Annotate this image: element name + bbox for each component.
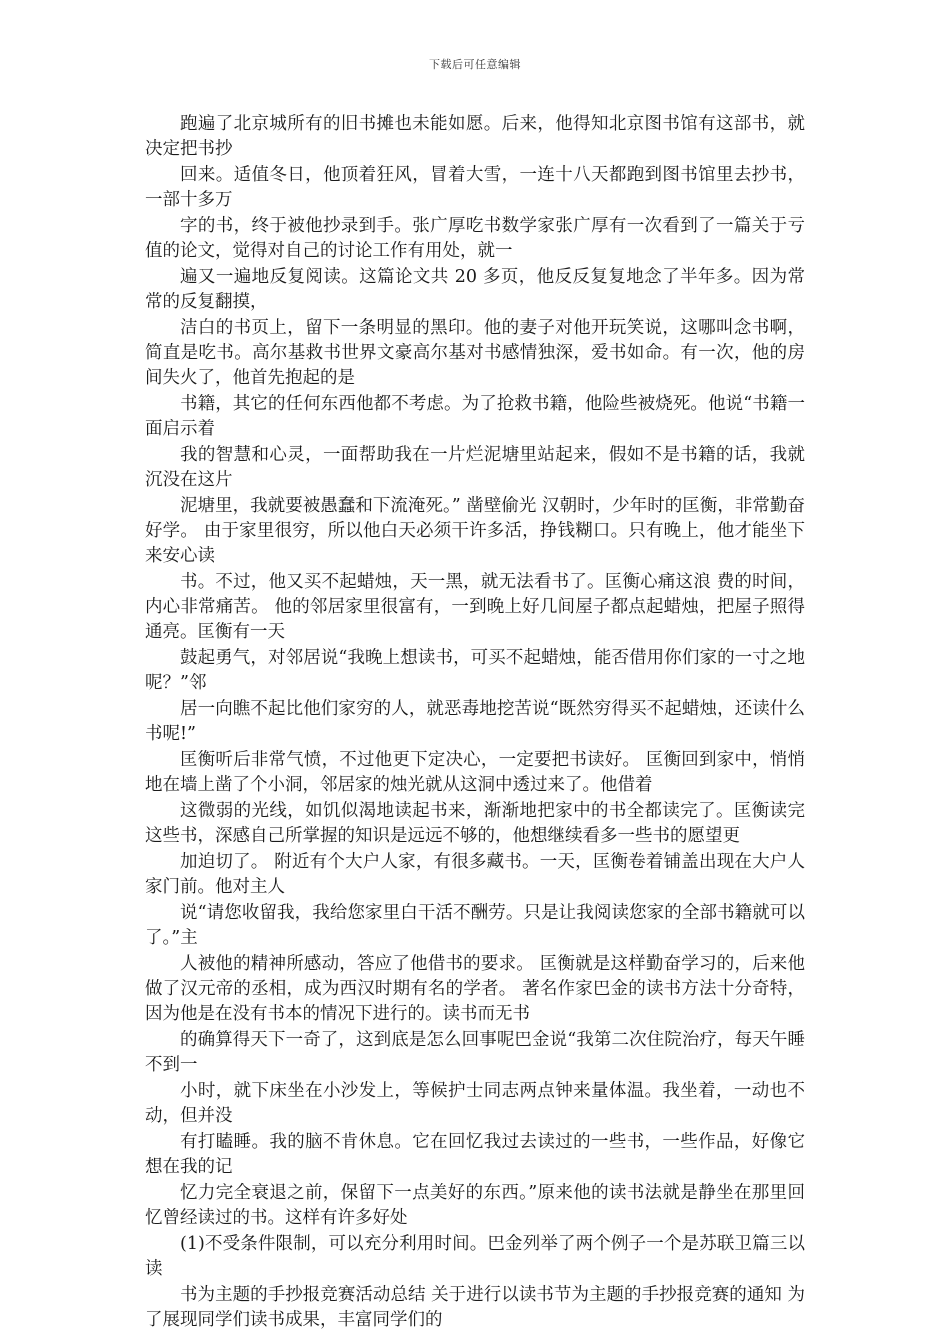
paragraph: 人被他的精神所感动，答应了他借书的要求。 匡衡就是这样勤奋学习的，后来他做了汉元帝的丞相，成为西汉时期有名的学者。 著名作家巴金的读书方法十分奇特，因为他是在没有书本的情况下进行的。读书而无书 (145, 954, 805, 1024)
paragraph: 有打瞌睡。我的脑不肯休息。它在回忆我过去读过的一些书，一些作品，好像它想在我的记 (145, 1132, 805, 1177)
paragraph: 字的书，终于被他抄录到手。张广厚吃书数学家张广厚有一次看到了一篇关于亏值的论文，觉得对自己的讨论工作有用处，就一 (145, 216, 805, 261)
paragraph: 匡衡听后非常气愤，不过他更下定决心，一定要把书读好。 匡衡回到家中，悄悄地在墙上凿了个小洞，邻居家的烛光就从这洞中透过来了。他借着 (145, 750, 805, 795)
paragraph: 跑遍了北京城所有的旧书摊也未能如愿。后来，他得知北京图书馆有这部书，就决定把书抄 (145, 114, 805, 159)
document-body (145, 112, 805, 1334)
paragraph: 泥塘里，我就要被愚蠢和下流淹死。” 凿壁偷光 汉朝时，少年时的匡衡，非常勤奋好学。 由于家里很穷，所以他白天必须干许多活，挣钱糊口。只有晚上，他才能坐下来安心读 (145, 496, 805, 566)
paragraph: 居一向瞧不起比他们家穷的人，就恶毒地挖苦说“既然穷得买不起蜡烛，还读什么书呢!” (145, 699, 805, 744)
paragraph: 书为主题的手抄报竞赛活动总结 关于进行以读书节为主题的手抄报竞赛的通知 为了展现同学们读书成果，丰富同学们的 (145, 1285, 805, 1330)
paragraph: 小时，就下床坐在小沙发上，等候护士同志两点钟来量体温。我坐着，一动也不动，但并没 (145, 1081, 805, 1126)
paragraph: 的确算得天下一奇了，这到底是怎么回事呢巴金说“我第二次住院治疗，每天午睡不到一 (145, 1030, 805, 1075)
page-header: 下载后可任意编辑 (429, 58, 521, 71)
paragraph: 回来。适值冬日，他顶着狂风，冒着大雪，一连十八天都跑到图书馆里去抄书，一部十多万 (145, 165, 805, 210)
paragraph: 我的智慧和心灵，一面帮助我在一片烂泥塘里站起来，假如不是书籍的话，我就沉没在这片 (145, 445, 805, 490)
paragraph: 这微弱的光线，如饥似渴地读起书来，渐渐地把家中的书全都读完了。匡衡读完这些书，深感自己所掌握的知识是远远不够的，他想继续看多一些书的愿望更 (145, 801, 805, 846)
paragraph: 忆力完全衰退之前，保留下一点美好的东西。”原来他的读书法就是静坐在那里回忆曾经读过的书。这样有许多好处 (145, 1183, 805, 1228)
paragraph: (1)不受条件限制，可以充分利用时间。巴金列举了两个例子一个是苏联卫篇三以读 (145, 1234, 805, 1279)
paragraph: 书籍，其它的任何东西他都不考虑。为了抢救书籍，他险些被烧死。他说“书籍一面启示着 (145, 394, 805, 439)
paragraph: 书。不过，他又买不起蜡烛，天一黑，就无法看书了。匡衡心痛这浪 费的时间，内心非常痛苦。 他的邻居家里很富有，一到晚上好几间屋子都点起蜡烛，把屋子照得通亮。匡衡有一天 (145, 572, 805, 642)
paragraph: 说“请您收留我，我给您家里白干活不酬劳。只是让我阅读您家的全部书籍就可以了。”主 (145, 903, 805, 948)
paragraph: 鼓起勇气，对邻居说“我晚上想读书，可买不起蜡烛，能否借用你们家的一寸之地呢？”邻 (145, 648, 805, 693)
paragraph: 洁白的书页上，留下一条明显的黑印。他的妻子对他开玩笑说，这哪叫念书啊，简直是吃书。高尔基救书世界文豪高尔基对书感情独深，爱书如命。有一次，他的房间失火了，他首先抱起的是 (145, 318, 805, 388)
paragraph: 加迫切了。 附近有个大户人家，有很多藏书。一天，匡衡卷着铺盖出现在大户人家门前。他对主人 (145, 852, 805, 897)
paragraph: 遍又一遍地反复阅读。这篇论文共 20 多页，他反反复复地念了半年多。因为常常的反复翻摸， (145, 267, 805, 312)
